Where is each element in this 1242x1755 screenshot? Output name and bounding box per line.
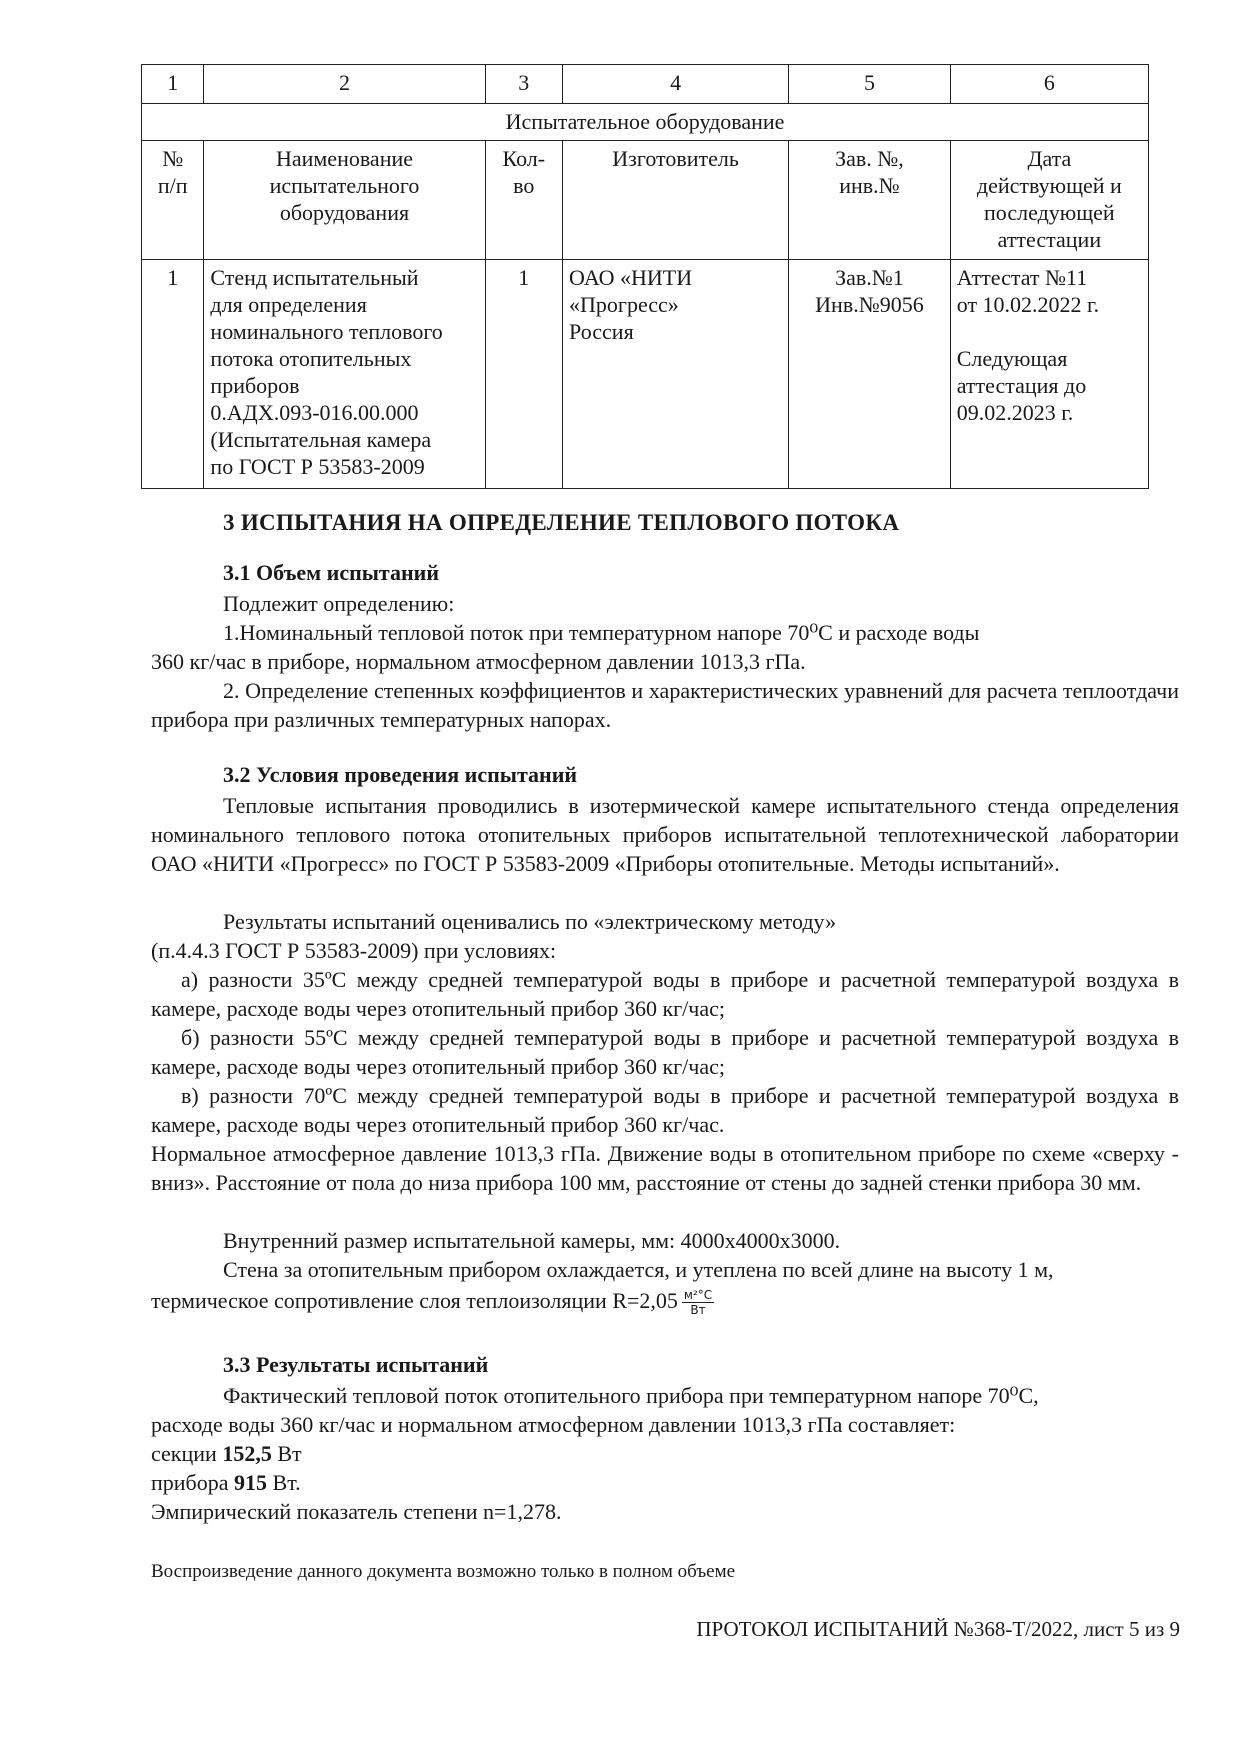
footer-note: Воспроизведение данного документа возможно только в полном объеме bbox=[151, 1561, 736, 1582]
cell-name: Стенд испытательный для определения номинального теплового потока отопительных приборов 0.АДХ.093-016.00.000 (Испытательная камера по ГОСТ Р 53583-2009 bbox=[204, 260, 485, 489]
paragraph: (п.4.4.3 ГОСТ Р 53583-2009) при условиях: bbox=[151, 938, 557, 963]
subsection-title-3-3: 3.3 Результаты испытаний bbox=[223, 1352, 489, 1377]
paragraph: Внутренний размер испытательной камеры, мм: 4000х4000х3000. bbox=[223, 1228, 841, 1253]
subsection-title-3-2: 3.2 Условия проведения испытаний bbox=[223, 762, 578, 787]
header-serial: Зав. №, инв.№ bbox=[789, 141, 951, 260]
cell-serial: Зав.№1 Инв.№9056 bbox=[789, 260, 951, 489]
table-section-title: Испытательное оборудование bbox=[142, 104, 1149, 141]
table-section-title-row bbox=[142, 104, 1149, 141]
result-unit: Вт bbox=[277, 1441, 302, 1466]
paragraph: 2. Определение степенных коэффициентов и характеристических уравнений для расчета теплоотдачи прибора при различных температурных напорах. bbox=[151, 678, 1179, 732]
cell-number: 1 bbox=[142, 260, 204, 489]
result-device-line bbox=[151, 1468, 1179, 1497]
column-number-row bbox=[142, 65, 1149, 104]
header-number: № п/п bbox=[142, 141, 204, 260]
paragraph: 1.Номинальный тепловой поток при температурном напоре 70⁰С и расходе воды bbox=[223, 620, 980, 645]
unit-fraction bbox=[682, 1288, 714, 1317]
fraction-denominator: Вт bbox=[690, 1303, 706, 1318]
list-item: б) разности 55ºС между средней температурой воды в приборе и расчетной температурой воздуха в камере, расходе воды через отопительный прибор 360 кг/час; bbox=[151, 1025, 1179, 1079]
paragraph: 360 кг/час в приборе, нормальном атмосферном давлении 1013,3 гПа. bbox=[151, 649, 806, 674]
result-label: секции bbox=[151, 1441, 217, 1466]
cell-qty: 1 bbox=[485, 260, 562, 489]
header-attestation: Дата действующей и последующей аттестации bbox=[950, 141, 1148, 260]
result-unit: Вт. bbox=[272, 1470, 301, 1495]
result-value-section: 152,5 bbox=[222, 1441, 272, 1466]
cell-attestation: Аттестат №11 от 10.02.2022 г. Следующая аттестация до 09.02.2023 г. bbox=[950, 260, 1148, 489]
section-title: 3 ИСПЫТАНИЯ НА ОПРЕДЕЛЕНИЕ ТЕПЛОВОГО ПОТОКА bbox=[223, 510, 900, 535]
equipment-table bbox=[141, 64, 1149, 489]
header-name: Наименование испытательного оборудования bbox=[204, 141, 485, 260]
table-header-row bbox=[142, 141, 1149, 260]
header-maker: Изготовитель bbox=[563, 141, 789, 260]
paragraph: Стена за отопительным прибором охлаждается, и утеплена по всей длине на высоту 1 м, bbox=[223, 1257, 1054, 1282]
col-number: 1 bbox=[142, 65, 204, 104]
list-item: в) разности 70ºС между средней температурой воды в приборе и расчетной температурой воздуха в камере, расходе воды через отопительный прибор 360 кг/час. bbox=[151, 1083, 1179, 1137]
exponent-line: Эмпирический показатель степени n=1,278. bbox=[151, 1499, 562, 1524]
result-section-line bbox=[151, 1439, 1179, 1468]
cell-maker: ОАО «НИТИ «Прогресс» Россия bbox=[563, 260, 789, 489]
paragraph: Подлежит определению: bbox=[223, 591, 455, 616]
table-row bbox=[142, 260, 1149, 489]
formula-text: термическое сопротивление слоя теплоизоляции R=2,05 bbox=[151, 1288, 678, 1313]
subsection-title-3-1: 3.1 Объем испытаний bbox=[223, 560, 440, 585]
paragraph: расходе воды 360 кг/час и нормальном атмосферном давлении 1013,3 гПа составляет: bbox=[151, 1412, 956, 1437]
col-number: 6 bbox=[950, 65, 1148, 104]
list-item: а) разности 35ºС между средней температурой воды в приборе и расчетной температурой воздуха в камере, расходе воды через отопительный прибор 360 кг/час; bbox=[151, 967, 1179, 1021]
fraction-numerator: м²°С bbox=[683, 1288, 713, 1303]
col-number: 4 bbox=[563, 65, 789, 104]
result-value-device: 915 bbox=[234, 1470, 268, 1495]
footer-page-number: ПРОТОКОЛ ИСПЫТАНИЙ №368-Т/2022, лист 5 из 9 bbox=[696, 1617, 1180, 1641]
paragraph: Результаты испытаний оценивались по «электрическому методу» bbox=[223, 909, 837, 934]
paragraph: Фактический тепловой поток отопительного прибора при температурном напоре 70⁰С, bbox=[223, 1383, 1039, 1408]
col-number: 5 bbox=[789, 65, 951, 104]
result-label: прибора bbox=[151, 1470, 229, 1495]
header-qty: Кол- во bbox=[485, 141, 562, 260]
paragraph: Тепловые испытания проводились в изотермической камере испытательного стенда определения номинального теплового потока отопительных приборов испытательной теплотехнической лаборатории ОАО «НИТИ «Прогресс» по ГОСТ Р 53583-2009 «Приборы отопительные. Методы испытаний». bbox=[151, 793, 1179, 876]
paragraph: Нормальное атмосферное давление 1013,3 гПа. Движение воды в отопительном приборе по схеме «сверху - вниз». Расстояние от пола до низа прибора 100 мм, расстояние от стены до задней стенки прибора 30 мм. bbox=[151, 1141, 1179, 1195]
col-number: 3 bbox=[485, 65, 562, 104]
paragraph-formula-line bbox=[151, 1286, 1179, 1317]
col-number: 2 bbox=[204, 65, 485, 104]
